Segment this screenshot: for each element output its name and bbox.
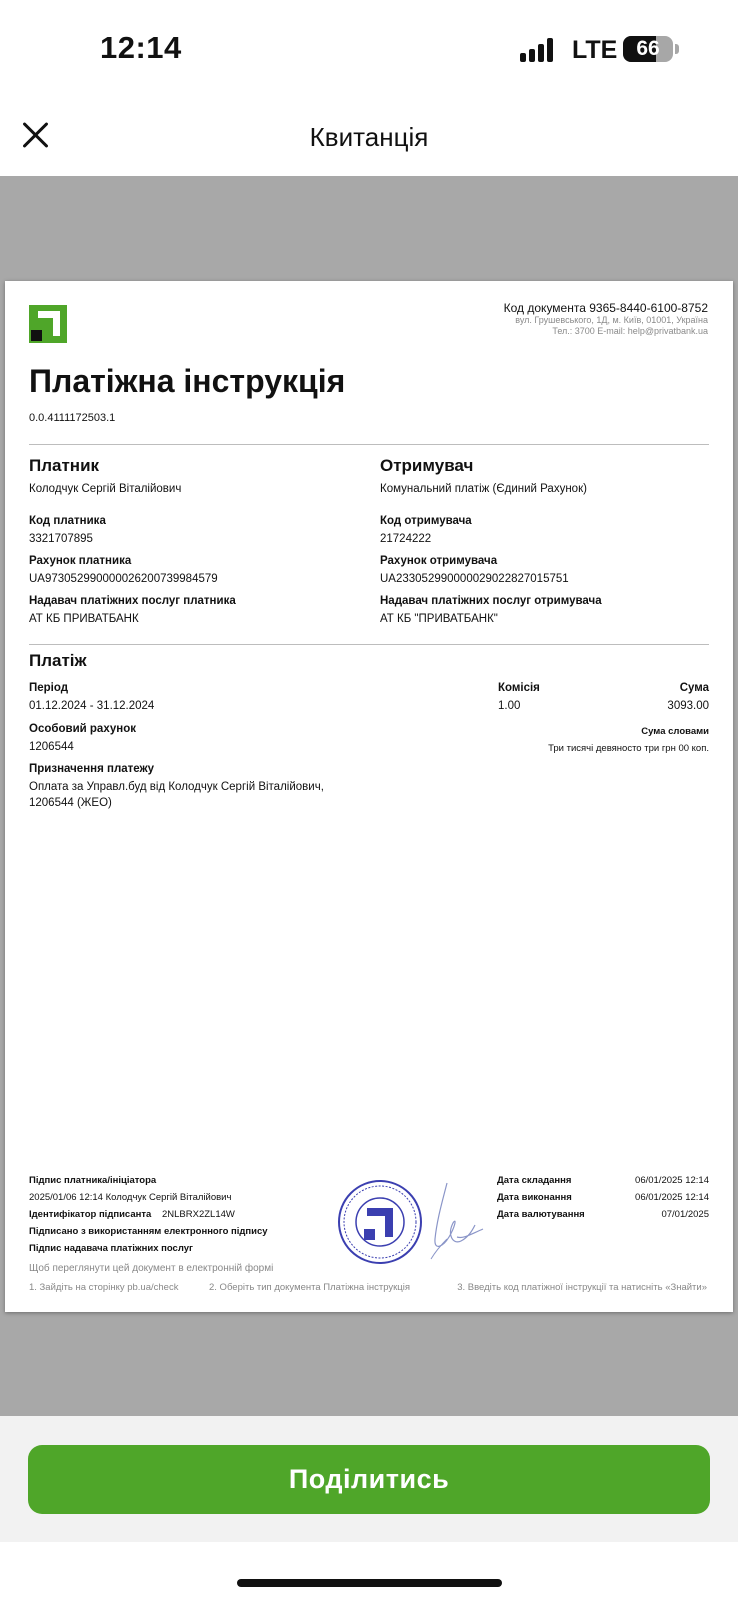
payer-code: 3321707895 — [29, 533, 93, 545]
check-step-2: 2. Оберіть тип документа Платіжна інструкція — [209, 1282, 410, 1293]
signer-id-value: 2NLBRX2ZL14W — [162, 1209, 235, 1220]
privatbank-logo-icon — [29, 305, 67, 343]
payer-name: Колодчук Сергій Віталійович — [29, 483, 182, 495]
payer-provider: АТ КБ ПРИВАТБАНК — [29, 613, 139, 625]
signer-label: Підпис платника/ініціатора — [29, 1175, 157, 1186]
recipient-provider-label: Надавач платіжних послуг отримувача — [380, 595, 602, 607]
commission-label: Комісія — [498, 682, 540, 694]
payer-account-label: Рахунок платника — [29, 555, 132, 567]
recipient-provider: АТ КБ "ПРИВАТБАНК" — [380, 613, 498, 625]
status-time: 12:14 — [100, 30, 182, 65]
purpose-line1: Оплата за Управл.буд від Колодчук Сергій Віталійович, — [29, 781, 324, 793]
nav-bar — [0, 100, 738, 176]
recipient-account: UA233052990000029022827015751 — [380, 573, 569, 585]
document-code: Код документа 9365-8440-6100-8752 — [503, 301, 708, 315]
share-button[interactable]: Поділитись — [28, 1445, 710, 1514]
check-step-1: 1. Зайдіть на сторінку pb.ua/check — [29, 1282, 179, 1293]
recipient-name: Комунальний платіж (Єдиний Рахунок) — [380, 483, 587, 495]
divider — [29, 444, 709, 445]
recipient-code: 21724222 — [380, 533, 432, 545]
check-hint-title: Щоб переглянути цей документ в електронній формі — [29, 1263, 274, 1274]
handwritten-signature-icon — [413, 1179, 495, 1271]
document-title: Платіжна інструкція — [29, 363, 346, 399]
recipient-account-label: Рахунок отримувача — [380, 555, 498, 567]
purpose-line2: 1206544 (ЖЕО) — [29, 797, 112, 809]
payer-account: UA973052990000026200739984579 — [29, 573, 218, 585]
commission-value: 1.00 — [498, 700, 521, 712]
battery-icon — [623, 36, 673, 62]
bank-address: вул. Грушевського, 1Д, м. Київ, 01001, Україна — [515, 315, 708, 325]
period-value: 01.12.2024 - 31.12.2024 — [29, 700, 155, 712]
recipient-code-label: Код отримувача — [380, 515, 472, 527]
status-bar — [0, 0, 738, 100]
network-type: LTE — [572, 36, 618, 64]
esign-note: Підписано з використанням електронного підпису — [29, 1226, 268, 1237]
date-created-value: 06/01/2025 12:14 — [635, 1175, 709, 1186]
receipt-document — [5, 281, 733, 1312]
document-header — [504, 301, 708, 337]
signal-icon — [520, 38, 560, 62]
recipient-heading: Отримувач — [380, 456, 474, 475]
signer-line: 2025/01/06 12:14 Колодчук Сергій Віталійович — [29, 1192, 232, 1203]
home-indicator[interactable] — [237, 1579, 502, 1587]
sum-words-label: Сума словами — [641, 726, 709, 737]
sum-label: Сума — [679, 682, 709, 694]
signer-id-label: Ідентифікатор підписанта — [29, 1209, 152, 1220]
battery-level: 66 — [636, 37, 660, 60]
period-label: Період — [29, 682, 69, 694]
date-executed-value: 06/01/2025 12:14 — [635, 1192, 709, 1203]
bank-contacts: Тел.: 3700 E-mail: help@privatbank.ua — [552, 326, 708, 336]
sum-value: 3093.00 — [667, 700, 709, 712]
bank-stamp-icon — [337, 1179, 423, 1265]
check-step-3: 3. Введіть код платіжної інструкції та натисніть «Знайти» — [457, 1282, 707, 1293]
page-title: Квитанція — [309, 122, 429, 152]
provider-sign-label: Підпис надавача платіжних послуг — [29, 1243, 193, 1254]
personal-account-label: Особовий рахунок — [29, 723, 136, 735]
payer-code-label: Код платника — [29, 515, 106, 527]
date-created-label: Дата складання — [497, 1175, 572, 1186]
purpose-label: Призначення платежу — [29, 763, 155, 775]
payer-provider-label: Надавач платіжних послуг платника — [29, 595, 236, 607]
document-number: 0.0.4111172503.1 — [29, 412, 116, 424]
value-date-label: Дата валютування — [497, 1209, 585, 1220]
personal-account-value: 1206544 — [29, 741, 74, 753]
value-date-value: 07/01/2025 — [661, 1209, 709, 1220]
divider — [29, 644, 709, 645]
payment-heading: Платіж — [29, 651, 87, 670]
sum-words-value: Три тисячі девяносто три грн 00 коп. — [548, 743, 709, 754]
payer-heading: Платник — [29, 456, 100, 475]
date-executed-label: Дата виконання — [497, 1192, 572, 1203]
